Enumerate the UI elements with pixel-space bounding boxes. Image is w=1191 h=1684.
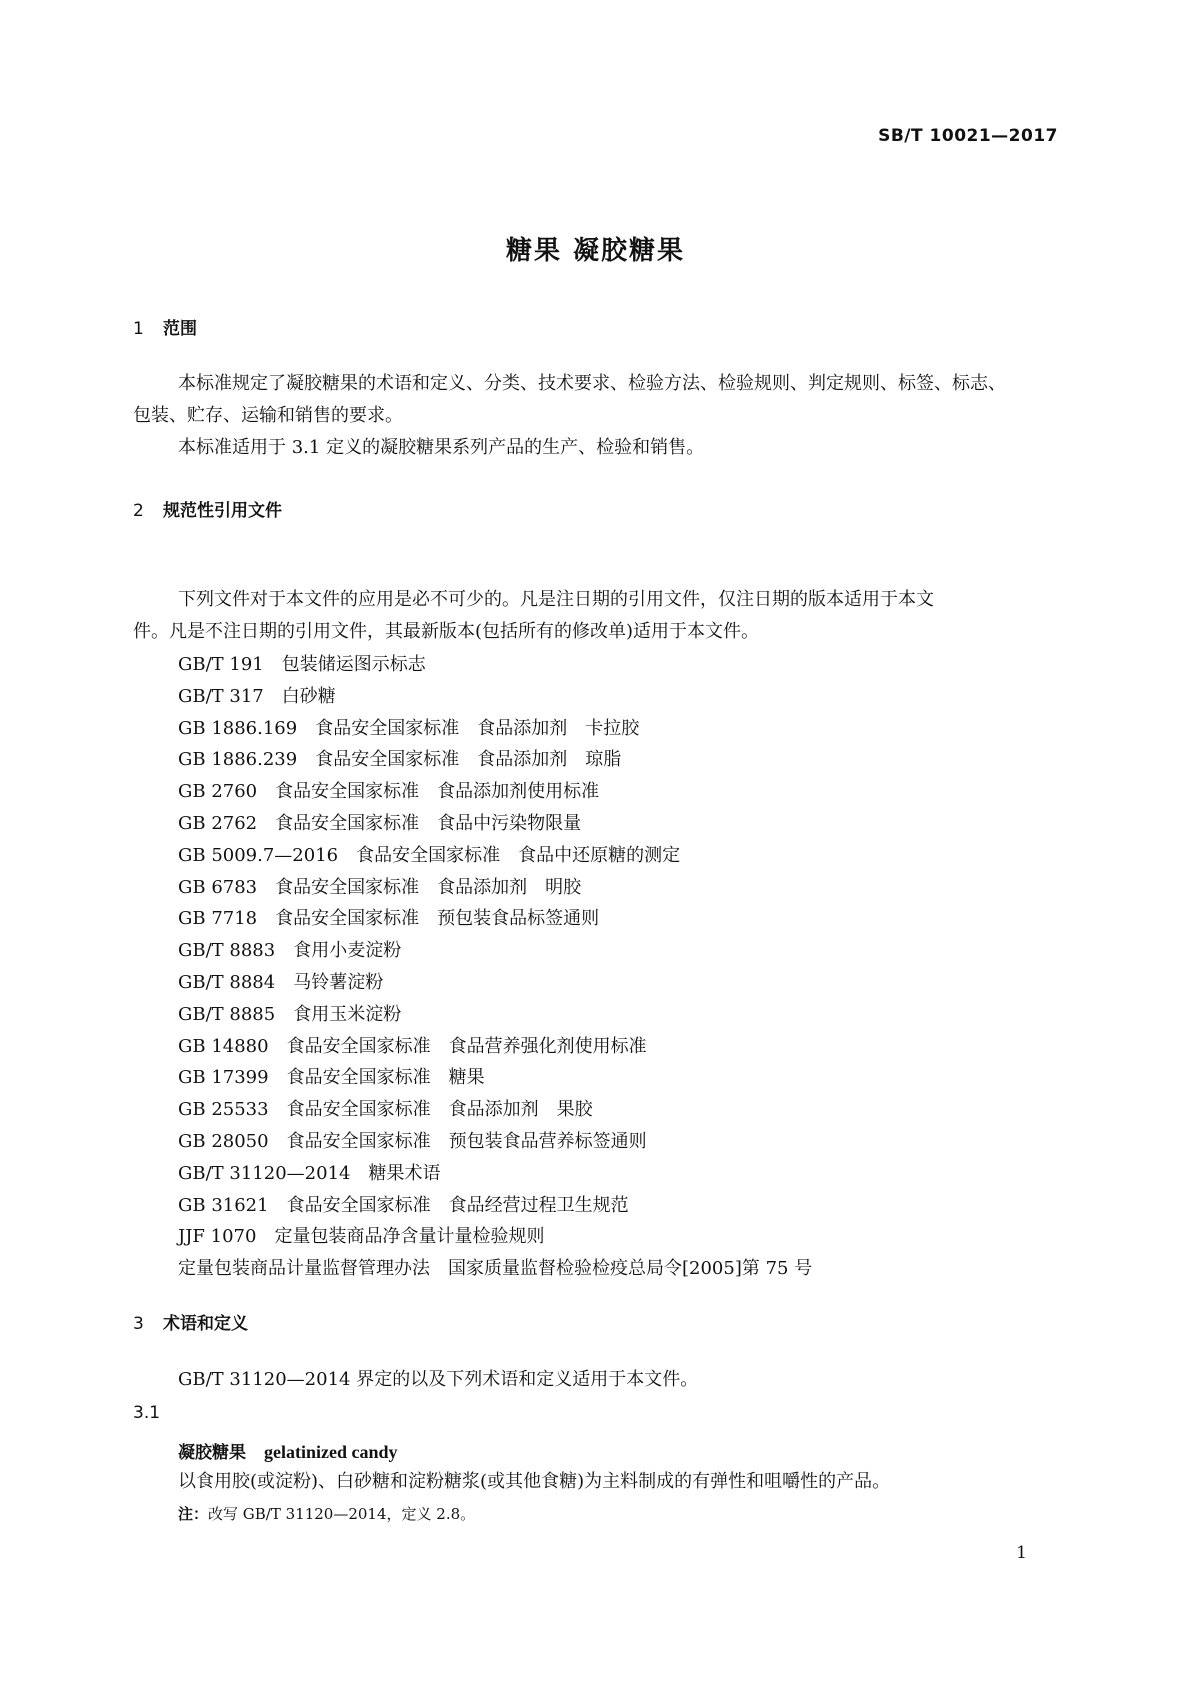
section-2-para1-line2: 件。凡是不注日期的引用文件，其最新版本(包括所有的修改单)适用于本文件。 <box>133 621 760 642</box>
section-1-para1-line1: 本标准规定了凝胶糖果的术语和定义、分类、技术要求、检验方法、检验规则、判定规则、标签、标志、 <box>178 373 1006 394</box>
section-1-para2: 本标准适用于 3.1 定义的凝胶糖果系列产品的生产、检验和销售。 <box>178 437 705 458</box>
reference-title: 食品安全国家标准 预包装食品营养标签通则 <box>286 1130 647 1152</box>
reference-item <box>178 649 812 681</box>
reference-code: GB 17399 <box>178 1067 269 1089</box>
section-number: 1 <box>133 319 144 339</box>
reference-title: 食品安全国家标准 食品中还原糖的测定 <box>356 844 681 866</box>
reference-item <box>178 776 812 808</box>
reference-item <box>178 999 812 1031</box>
reference-item <box>178 1190 812 1222</box>
reference-title: 食品安全国家标准 食品营养强化剂使用标准 <box>286 1035 647 1057</box>
term-english: gelatinized candy <box>264 1442 398 1462</box>
reference-title: 食品安全国家标准 糖果 <box>286 1067 485 1089</box>
reference-item <box>178 1221 812 1253</box>
page-number: 1 <box>1016 1543 1027 1563</box>
section-title: 术语和定义 <box>163 1314 248 1334</box>
reference-code: GB/T 8885 <box>178 1003 276 1025</box>
reference-item <box>178 744 812 776</box>
section-3-intro: GB/T 31120—2014 界定的以及下列术语和定义适用于本文件。 <box>178 1369 699 1390</box>
reference-code: GB 14880 <box>178 1035 269 1057</box>
reference-code: GB 7718 <box>178 908 258 930</box>
section-2-para1-line1: 下列文件对于本文件的应用是必不可少的。凡是注日期的引用文件，仅注日期的版本适用于本文 <box>178 589 934 610</box>
reference-item <box>178 1126 812 1158</box>
term-note <box>178 1503 475 1524</box>
reference-item <box>178 840 812 872</box>
reference-title: 定量包装商品净含量计量检验规则 <box>274 1226 545 1248</box>
reference-item <box>178 1062 812 1094</box>
reference-code: GB/T 8884 <box>178 971 276 993</box>
reference-code: GB 5009.7—2016 <box>178 844 339 866</box>
reference-title: 食品安全国家标准 食品添加剂 琼脂 <box>315 749 622 771</box>
reference-item <box>178 967 812 999</box>
section-2-heading <box>133 496 282 521</box>
reference-item <box>178 1253 812 1285</box>
reference-item <box>178 903 812 935</box>
reference-code: GB 25533 <box>178 1099 269 1121</box>
standard-number: SB/T 10021—2017 <box>878 126 1058 146</box>
reference-item <box>178 872 812 904</box>
section-3-heading <box>133 1309 248 1334</box>
reference-item <box>178 1094 812 1126</box>
section-number: 3 <box>133 1314 144 1334</box>
reference-code: GB 2762 <box>178 812 258 834</box>
note-label: 注： <box>178 1505 209 1523</box>
section-1-heading <box>133 314 197 339</box>
reference-title: 食品安全国家标准 食品添加剂 果胶 <box>286 1099 593 1121</box>
reference-code: GB/T 191 <box>178 654 264 675</box>
term-definition: 以食用胶(或淀粉)、白砂糖和淀粉糖浆(或其他食糖)为主料制成的有弹性和咀嚼性的产品。 <box>178 1471 891 1492</box>
reference-title: 食品安全国家标准 食品经营过程卫生规范 <box>286 1194 629 1216</box>
reference-title: 食用小麦淀粉 <box>293 940 402 962</box>
reference-code: GB 1886.239 <box>178 749 298 771</box>
reference-title: 国家质量监督检验检疫总局令[2005]第 75 号 <box>448 1258 813 1280</box>
reference-title: 食品安全国家标准 食品中污染物限量 <box>275 812 582 834</box>
reference-code: GB 1886.169 <box>178 717 298 739</box>
reference-title: 包装储运图示标志 <box>281 654 426 675</box>
document-title: 糖果 凝胶糖果 <box>505 236 686 266</box>
reference-title: 食用玉米淀粉 <box>293 1003 402 1025</box>
reference-item <box>178 1031 812 1063</box>
reference-code: 定量包装商品计量监督管理办法 <box>178 1258 430 1280</box>
reference-title: 糖果术语 <box>368 1162 441 1184</box>
reference-item <box>178 935 812 967</box>
term-chinese: 凝胶糖果 <box>178 1443 246 1463</box>
reference-code: GB/T 31120—2014 <box>178 1162 351 1184</box>
section-number: 2 <box>133 501 144 521</box>
reference-code: GB 28050 <box>178 1130 269 1152</box>
reference-item <box>178 681 812 713</box>
term-entry <box>178 1438 398 1463</box>
reference-item <box>178 808 812 840</box>
reference-code: GB 2760 <box>178 781 258 803</box>
clause-3-1-id: 3.1 <box>133 1403 161 1423</box>
section-title: 范围 <box>163 319 197 339</box>
reference-title: 食品安全国家标准 预包装食品标签通则 <box>275 908 600 930</box>
section-1-para1-line2: 包装、贮存、运输和销售的要求。 <box>133 405 403 426</box>
reference-code: GB 31621 <box>178 1194 269 1216</box>
reference-title: 白砂糖 <box>281 685 336 707</box>
reference-code: GB/T 317 <box>178 685 264 707</box>
reference-title: 食品安全国家标准 食品添加剂使用标准 <box>275 781 600 803</box>
reference-title: 食品安全国家标准 食品添加剂 卡拉胶 <box>315 717 640 739</box>
note-text: 改写 GB/T 31120—2014，定义 2.8。 <box>208 1505 476 1523</box>
reference-code: GB/T 8883 <box>178 940 276 962</box>
reference-item <box>178 1158 812 1190</box>
reference-item <box>178 713 812 745</box>
normative-references-list <box>178 649 812 1285</box>
reference-code: GB 6783 <box>178 876 258 898</box>
section-title: 规范性引用文件 <box>163 501 282 521</box>
reference-title: 食品安全国家标准 食品添加剂 明胶 <box>275 876 582 898</box>
reference-title: 马铃薯淀粉 <box>293 971 384 993</box>
reference-code: JJF 1070 <box>178 1226 257 1248</box>
